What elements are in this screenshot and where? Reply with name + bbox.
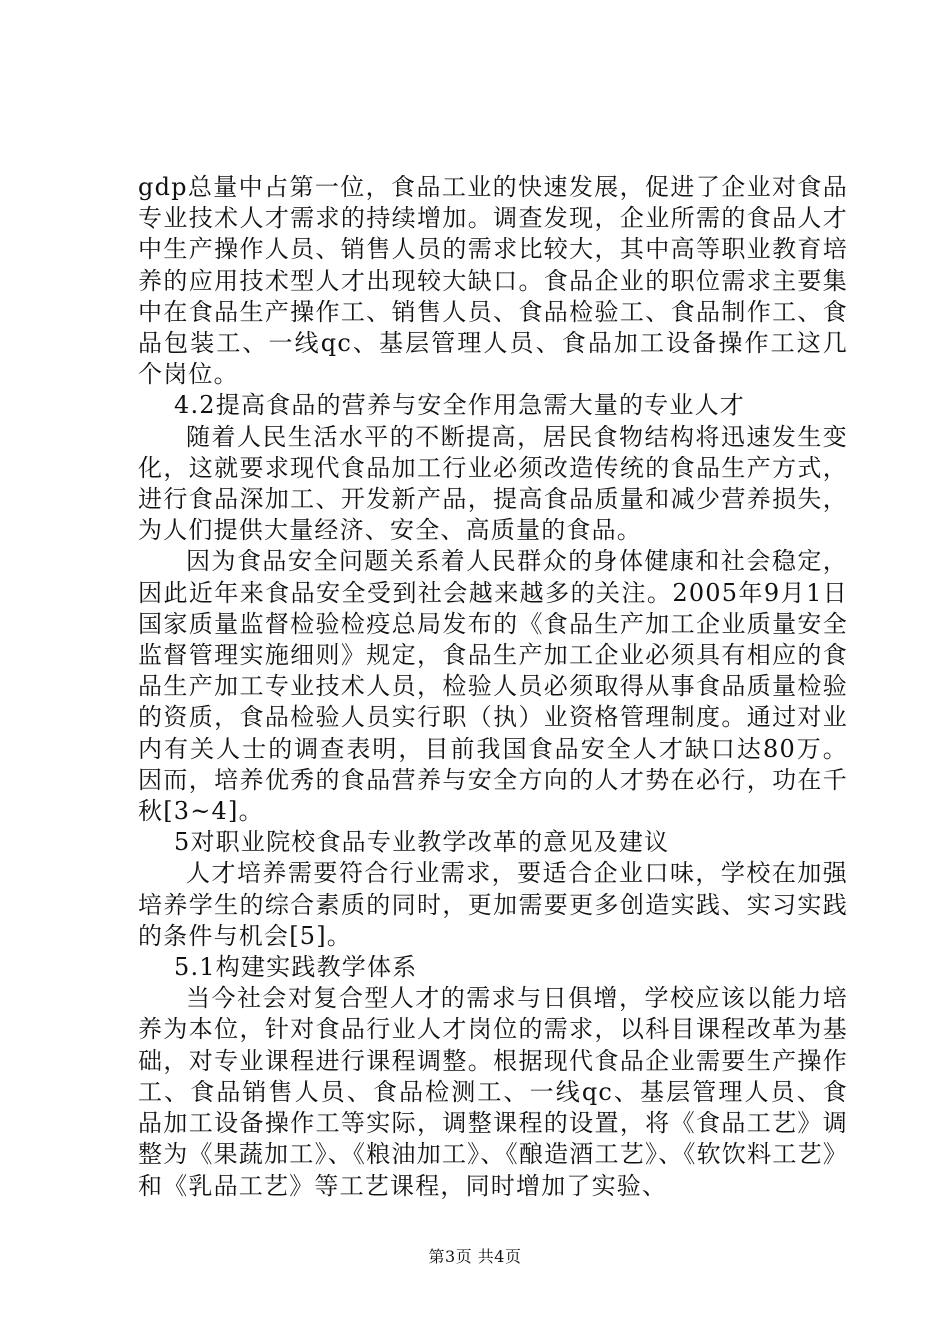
paragraph-continuation: gdp总量中占第一位，食品工业的快速发展，促进了企业对食品专业技术人才需求的持续增加。调查发现，企业所需的食品人才中生产操作人员、销售人员的需求比较大，其中高等职业教育培养的应用技术型人才出现较大缺口。食品企业的职位需求主要集中在食品生产操作工、销售人员、食品检验工、食品制作工、食品包装工、一线qc、基层管理人员、食品加工设备操作工这几个岗位。 (138, 173, 848, 389)
body-text (138, 172, 848, 1202)
section-heading-5-1: 5.1构建实践教学体系 (174, 953, 418, 982)
section-heading-5: 5对职业院校食品专业教学改革的意见及建议 (174, 828, 670, 857)
paragraph-curriculum: 当今社会对复合型人才的需求与日俱增，学校应该以能力培养为本位，针对食品行业人才岗位的需求，以科目课程改革为基础，对专业课程进行课程调整。根据现代食品企业需要生产操作工、食品销售人员、食品检测工、一线qc、基层管理人员、食品加工设备操作工等实际，调整课程的设置，将《食品工艺》调整为《果蔬加工》、《粮油加工》、《酿造酒工艺》、《软饮料工艺》和《乳品工艺》等工艺课程，同时增加了实验、 (138, 984, 848, 1200)
paragraph-talent-training: 人才培养需要符合行业需求，要适合企业口味，学校在加强培养学生的综合素质的同时，更加需要更多创造实践、实习实践的条件与机会[5]。 (138, 859, 848, 950)
section-heading-4-2: 4.2提高食品的营养与安全作用急需大量的专业人才 (174, 391, 745, 420)
paragraph-nutrition: 随着人民生活水平的不断提高，居民食物结构将迅速发生变化，这就要求现代食品加工行业必须改造传统的食品生产方式，进行食品深加工、开发新产品，提高食品质量和减少营养损失，为人们提供大量经济、安全、高质量的食品。 (138, 422, 848, 545)
page-footer: 第3页 共4页 (428, 1247, 522, 1266)
paragraph-food-safety: 因为食品安全问题关系着人民群众的身体健康和社会稳定，因此近年来食品安全受到社会越来越多的关注。2005年9月1日国家质量监督检验检疫总局发布的《食品生产加工企业质量安全监督管理实施细则》规定，食品生产加工企业必须具有相应的食品生产加工专业技术人员，检验人员必须取得从事食品质量检验的资质，食品检验人员实行职（执）业资格管理制度。通过对业内有关人士的调查表明，目前我国食品安全人才缺口达80万。因而，培养优秀的食品营养与安全方向的人才势在必行，功在千秋[3~4]。 (138, 547, 848, 826)
